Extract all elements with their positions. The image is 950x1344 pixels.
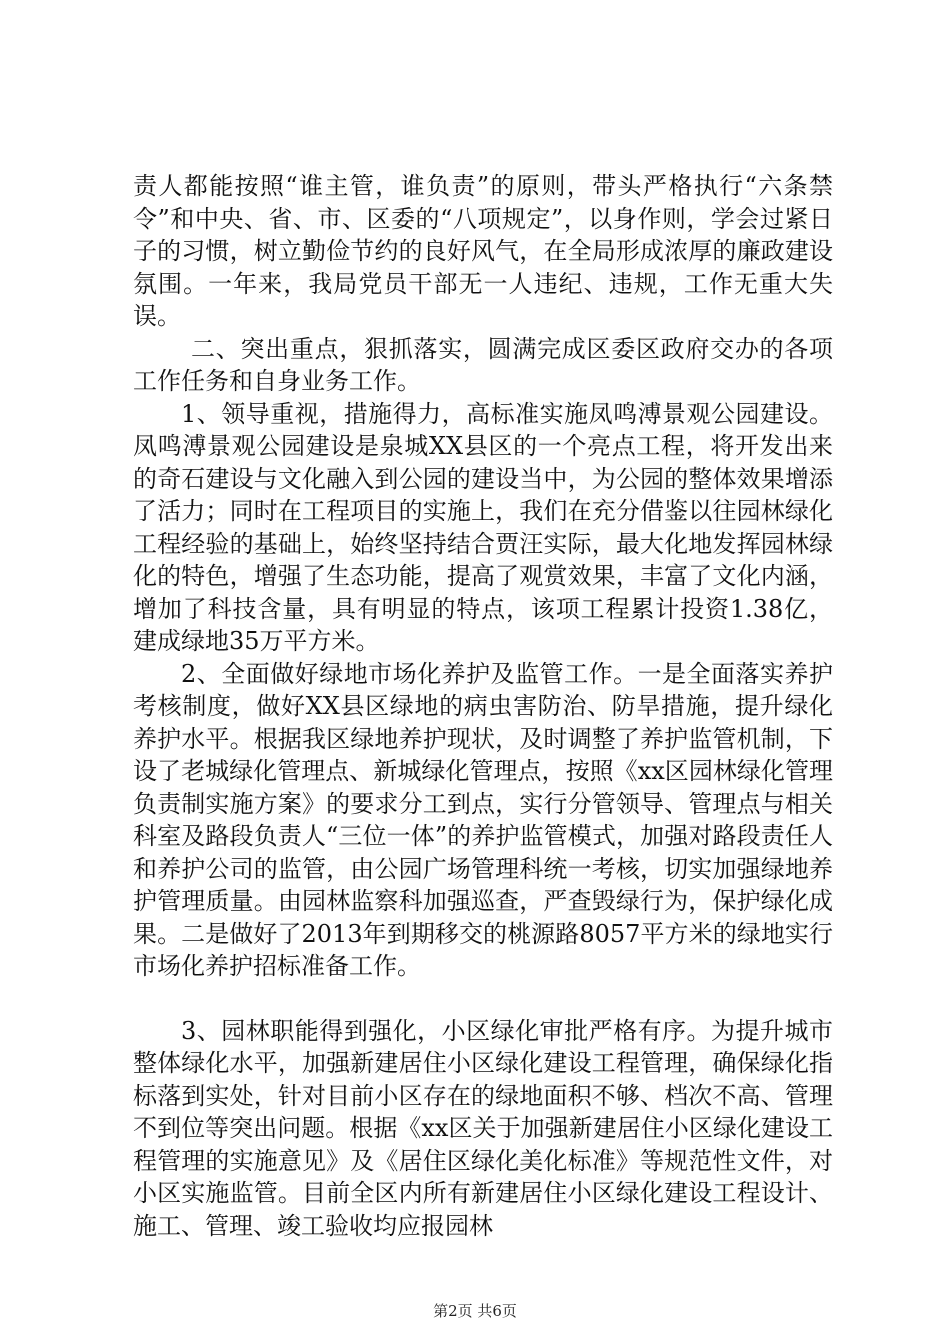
paragraph-item-2: 2、全面做好绿地市场化养护及监管工作。一是全面落实养护考核制度，做好XX县区绿地的病虫害防治、防旱措施，提升绿化养护水平。根据我区绿地养护现状，及时调整了养护监管机制，下设了老城绿化管理点、新城绿化管理点，按照《xx区园林绿化管理负责制实施方案》的要求分工到点，实行分管领导、管理点与相关科室及路段负责人“三位一体”的养护监管模式，加强对路段责任人和养护公司的监管，由公园广场管理科统一考核，切实加强绿地养护管理质量。由园林监察科加强巡查，严查毁绿行为，保护绿化成果。二是做好了2013年到期移交的桃源路8057平方米的绿地实行市场化养护招标准备工作。 [133,659,833,980]
paragraph-item-3: 3、园林职能得到强化，小区绿化审批严格有序。为提升城市整体绿化水平，加强新建居住小区绿化建设工程管理，确保绿化指标落到实处，针对目前小区存在的绿地面积不够、档次不高、管理不到位等突出问题。根据《xx区关于加强新建居住小区绿化建设工程管理的实施意见》及《居住区绿化美化标准》等规范性文件，对小区实施监管。目前全区内所有新建居住小区绿化建设工程设计、施工、管理、竣工验收均应报园林 [133,1016,833,1240]
paragraph-item-1: 1、领导重视，措施得力，高标准实施凤鸣溥景观公园建设。凤鸣溥景观公园建设是泉城XX县区的一个亮点工程，将开发出来的奇石建设与文化融入到公园的建设当中，为公园的整体效果增添了活力；同时在工程项目的实施上，我们在充分借鉴以往园林绿化工程经验的基础上，始终坚持结合贾汪实际，最大化地发挥园林绿化的特色，增强了生态功能，提高了观赏效果，丰富了文化内涵，增加了科技含量，具有明显的特点，该项工程累计投资1.38亿，建成绿地35万平方米。 [133,399,833,655]
section-heading-2: 二、突出重点，狠抓落实，圆满完成区委区政府交办的各项工作任务和自身业务工作。 [133,334,833,395]
paragraph-continuation: 责人都能按照“谁主管，谁负责”的原则，带头严格执行“六条禁令”和中央、省、市、区委的“八项规定”，以身作则，学会过紧日子的习惯，树立勤俭节约的良好风气，在全局形成浓厚的廉政建设氛围。一年来，我局党员干部无一人违纪、违规，工作无重大失误。 [133,172,833,330]
document-body [133,170,833,1242]
page-number-footer: 第2页 共6页 [433,1302,517,1320]
